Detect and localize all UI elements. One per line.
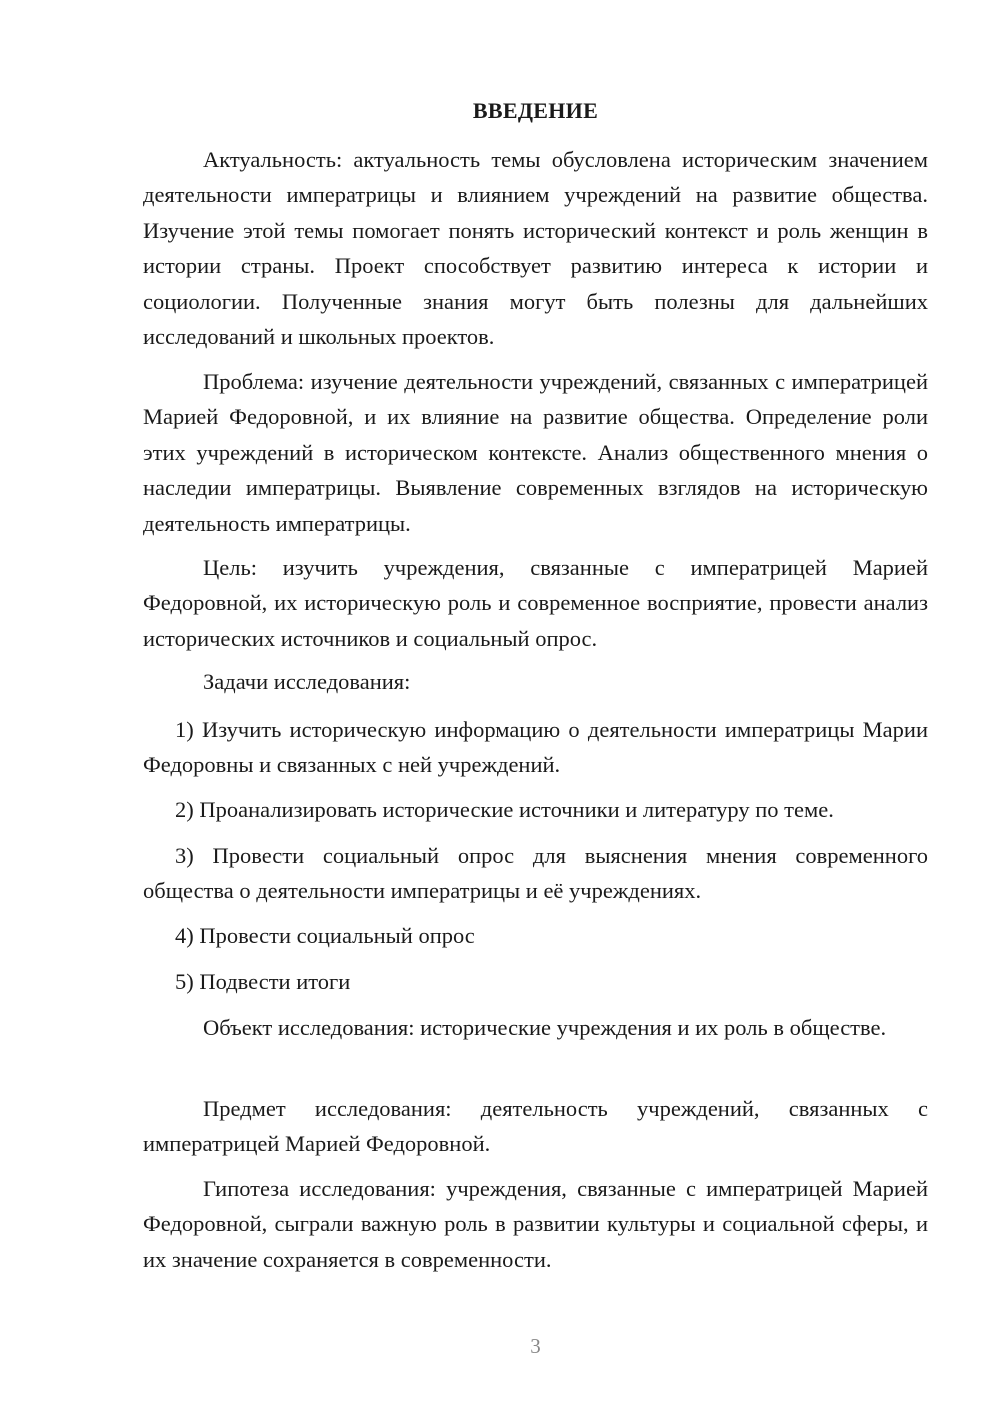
tasks-heading: Задачи исследования: <box>203 669 411 694</box>
paragraph-subject: Предмет исследования: деятельность учреждений, связанных с императрицей Марией Федоровной. <box>143 1096 928 1157</box>
task-item-4: 4) Провести социальный опрос <box>175 923 475 948</box>
paragraph-problem: Проблема: изучение деятельности учреждений, связанных с императрицей Марией Федоровной, и их влияние на развитие общества. Определение роли этих учреждений в историческом контексте. Анализ общественного мнения о наследии императрицы. Выявление современных взглядов на историческую деятельность императрицы. <box>143 369 928 536</box>
task-item-1: 1) Изучить историческую информацию о деятельности императрицы Марии Федоровны и связанных с ней учреждений. <box>143 717 928 778</box>
paragraph-object: Объект исследования: исторические учреждения и их роль в обществе. <box>203 1015 887 1040</box>
page-number: 3 <box>530 1334 541 1358</box>
task-item-2: 2) Проанализировать исторические источники и литературу по теме. <box>175 797 834 822</box>
task-item-5: 5) Подвести итоги <box>175 969 351 994</box>
document-page <box>143 0 928 1414</box>
document-title: ВВЕДЕНИЕ <box>472 98 599 123</box>
paragraph-goal: Цель: изучить учреждения, связанные с императрицей Марией Федоровной, их историческую роль и современное восприятие, провести анализ исторических источников и социальный опрос. <box>143 555 928 651</box>
paragraph-hypothesis: Гипотеза исследования: учреждения, связанные с императрицей Марией Федоровной, сыграли важную роль в развитии культуры и социальной сферы, и их значение сохраняется в современности. <box>143 1176 928 1272</box>
paragraph-relevance: Актуальность: актуальность темы обусловлена историческим значением деятельности императрицы и влиянием учреждений на развитие общества. Изучение этой темы помогает понять исторический контекст и роль женщин в истории страны. Проект способствует развитию интереса к истории и социологии. Полученные знания могут быть полезны для дальнейших исследований и школьных проектов. <box>143 147 928 350</box>
task-item-3: 3) Провести социальный опрос для выяснения мнения современного общества о деятельности императрицы и её учреждениях. <box>143 843 928 904</box>
